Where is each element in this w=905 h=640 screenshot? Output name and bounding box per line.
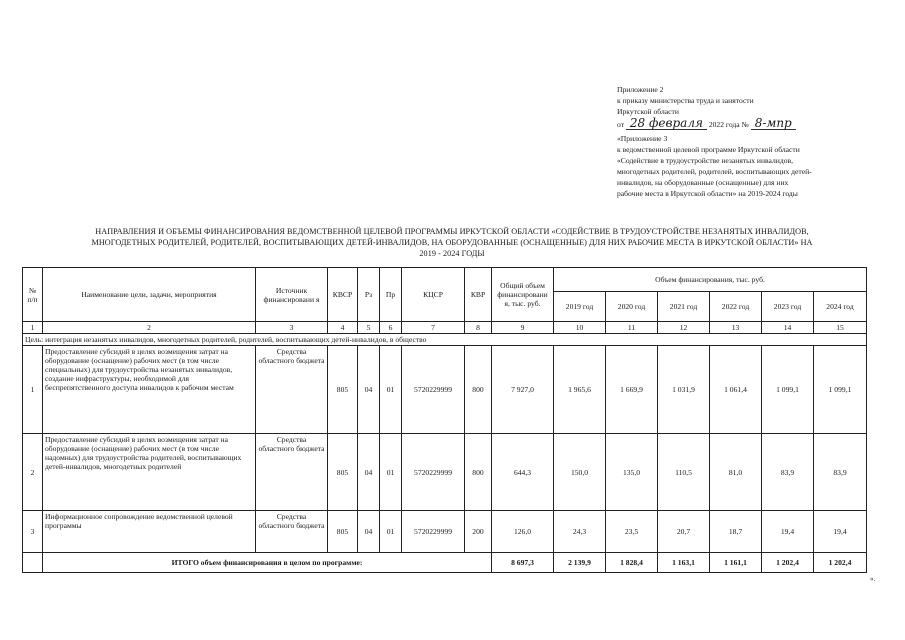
row-total: 7 927,0 [492,346,554,434]
row-pr: 01 [380,346,402,434]
column-number: 14 [762,322,814,334]
column-number: 2 [43,322,256,334]
total-empty-cell [23,553,43,573]
row-pr: 01 [380,511,402,553]
table-row [23,511,867,553]
annex-block [617,84,892,199]
financing-table [22,267,867,573]
total-2022: 1 161,1 [710,553,762,573]
column-number: 13 [710,322,762,334]
header-2019: 2019 год [554,292,606,322]
total-row [23,553,867,573]
row-2019: 24,3 [554,511,606,553]
row-2024: 83,9 [814,434,867,511]
annex-sub-3: «Содействие в трудоустройстве незанятых инвалидов, [617,156,793,165]
row-kcsr: 5720229999 [402,346,465,434]
column-number: 7 [402,322,465,334]
row-2021: 20,7 [658,511,710,553]
column-number: 12 [658,322,710,334]
row-2023: 19,4 [762,511,814,553]
row-kvr: 800 [465,346,492,434]
header-kvr: КВР [465,268,492,322]
row-2022: 18,7 [710,511,762,553]
column-number: 6 [380,322,402,334]
annex-sub-4: многодетных родителей, родителей, воспитывающих детей- [617,167,812,176]
row-rz: 04 [358,511,380,553]
goal-text: Цель: интеграция незанятых инвалидов, многодетных родителей, родителей, воспитывающих детей-инвалидов, в общество [23,334,867,346]
row-name: Предоставление субсидий в целях возмещения затрат на оборудование (оснащение) рабочих мест (в том числе специальных) для трудоустройства незанятых инвалидов, создание инфраструктуры, необходимой для беспрепятственного доступа инвалидов к рабочим местам [43,346,256,434]
row-2021: 1 031,9 [658,346,710,434]
title-line-3: 2019 - 2024 ГОДЫ [419,249,485,258]
header-total: Общий объем финансировани я, тыс. руб. [492,268,554,322]
date-prefix: от [617,120,625,129]
table-row [23,434,867,511]
total-2023: 1 202,4 [762,553,814,573]
row-num: 2 [23,434,43,511]
row-rz: 04 [358,346,380,434]
row-2020: 135,0 [606,434,658,511]
row-source: Средства областного бюджета [256,511,328,553]
total-sum: 8 697,3 [492,553,554,573]
annex-sub-6: рабочие места в Иркутской области» на 2019-2024 годы [617,189,798,198]
column-number: 10 [554,322,606,334]
annex-sub-2: к ведомственной целевой программе Иркутской области [617,145,800,154]
header-rz: Рз [358,268,380,322]
header-volume: Объем финансирования, тыс. руб. [554,268,867,292]
annex-line-3: Иркутской области [617,107,679,116]
title-line-2: МНОГОДЕТНЫХ РОДИТЕЛЕЙ, РОДИТЕЛЕЙ, ВОСПИТЫВАЮЩИХ ДЕТЕЙ-ИНВАЛИДОВ, НА ОБОРУДОВАННЫЕ (ОСНАЩЕННЫЕ) ДЛЯ НИХ РАБОЧИЕ МЕСТА В ИРКУТСКОЙ ОБЛАСТИ» НА [91,238,813,247]
row-2024: 19,4 [814,511,867,553]
header-2023: 2023 год [762,292,814,322]
row-kvsr: 805 [328,434,358,511]
column-number: 1 [23,322,43,334]
goal-row [23,334,867,346]
row-2022: 81,0 [710,434,762,511]
row-kvsr: 805 [328,511,358,553]
row-2023: 83,9 [762,434,814,511]
column-number: 11 [606,322,658,334]
row-num: 1 [23,346,43,434]
column-number-row [23,322,867,334]
row-2020: 1 669,9 [606,346,658,434]
header-num: № п/п [23,268,43,322]
total-2024: 1 202,4 [814,553,867,573]
row-total: 126,0 [492,511,554,553]
header-source: Источник финансировани я [256,268,328,322]
title-line-1: НАПРАВЛЕНИЯ И ОБЪЕМЫ ФИНАНСИРОВАНИЯ ВЕДОМСТВЕННОЙ ЦЕЛЕВОЙ ПРОГРАММЫ ИРКУТСКОЙ ОБЛАСТИ «СОДЕЙСТВИЕ В ТРУДОУСТРОЙСТВЕ НЕЗАНЯТЫХ ИНВАЛИДОВ, [95,227,809,236]
row-kcsr: 5720229999 [402,511,465,553]
column-number: 3 [256,322,328,334]
header-pr: Пр [380,268,402,322]
annex-sub-1: «Приложение 3 [617,134,668,143]
header-kcsr: КЦСР [402,268,465,322]
row-kvsr: 805 [328,346,358,434]
annex-date-line [617,117,892,130]
row-kcsr: 5720229999 [402,434,465,511]
total-2019: 2 139,9 [554,553,606,573]
year-text: 2022 года № [708,120,749,129]
annex-line-2: к приказу министерства труда и занятости [617,96,754,105]
total-2020: 1 828,4 [606,553,658,573]
row-2019: 1 965,6 [554,346,606,434]
handwritten-number: 8-мпр [751,117,796,130]
row-2023: 1 099,1 [762,346,814,434]
annex-sub-5: инвалидов, на оборудованные (оснащенные) для них [617,178,789,187]
row-2021: 110,5 [658,434,710,511]
column-number: 5 [358,322,380,334]
table-row [23,346,867,434]
row-2020: 23,5 [606,511,658,553]
column-number: 4 [328,322,358,334]
header-2020: 2020 год [606,292,658,322]
total-2021: 1 163,1 [658,553,710,573]
row-kvr: 800 [465,434,492,511]
row-2019: 150,0 [554,434,606,511]
column-number: 8 [465,322,492,334]
row-2024: 1 099,1 [814,346,867,434]
header-2022: 2022 год [710,292,762,322]
header-2024: 2024 год [814,292,867,322]
annex-line-1: Приложение 2 [617,85,664,94]
row-source: Средства областного бюджета [256,434,328,511]
row-name: Информационное сопровождение ведомственной целевой программы [43,511,256,553]
header-2021: 2021 год [658,292,710,322]
closing-quote-mark: ». [870,575,876,583]
header-kvsr: КВСР [328,268,358,322]
row-num: 3 [23,511,43,553]
header-name: Наименование цели, задачи, мероприятия [43,268,256,322]
total-label: ИТОГО объем финансирования в целом по программе: [43,553,492,573]
row-source: Средства областного бюджета [256,346,328,434]
row-2022: 1 061,4 [710,346,762,434]
row-total: 644,3 [492,434,554,511]
handwritten-date: 28 февраля [626,117,707,130]
column-number: 9 [492,322,554,334]
column-number: 15 [814,322,867,334]
header-row-1 [23,268,867,292]
document-title [22,226,882,259]
row-rz: 04 [358,434,380,511]
row-kvr: 200 [465,511,492,553]
annex-subtitle [617,133,892,199]
row-pr: 01 [380,434,402,511]
row-name: Предоставление субсидий в целях возмещения затрат на оборудование (оснащение) рабочих мест (в том числе надомных) для трудоустройства родителей, воспитывающих детей-инвалидов, многодетных родителей [43,434,256,511]
